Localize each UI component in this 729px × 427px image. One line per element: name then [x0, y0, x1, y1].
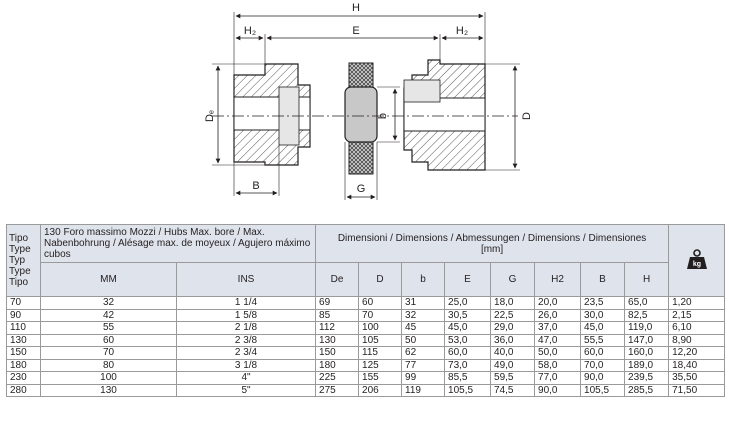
table-cell: 70: [359, 309, 402, 322]
table-row: [7, 322, 725, 335]
table-cell: 85,5: [445, 372, 491, 385]
table-cell: 62: [402, 347, 445, 360]
table-cell: 3 1/8: [177, 359, 316, 372]
table-cell: 12,20: [669, 347, 725, 360]
table-cell: 189,0: [625, 359, 669, 372]
col-mm: MM: [41, 263, 177, 297]
table-cell: 30,0: [581, 309, 625, 322]
label-spacing: E: [352, 25, 360, 37]
table-cell: 130: [316, 334, 359, 347]
table-cell: 206: [359, 384, 402, 397]
table-cell: 70: [41, 347, 177, 360]
table-cell: 1 1/4: [177, 297, 316, 310]
col-e: E: [445, 263, 491, 297]
col-de: De: [316, 263, 359, 297]
table-cell: 130: [7, 334, 41, 347]
col-d: D: [359, 263, 402, 297]
col-h2: H2: [535, 263, 581, 297]
table-row: [7, 334, 725, 347]
table-cell: 60: [41, 334, 177, 347]
col-g: G: [491, 263, 535, 297]
table-cell: 70: [7, 297, 41, 310]
tipo-header-es: Tipo: [9, 277, 29, 288]
table-cell: 225: [316, 372, 359, 385]
table-cell: 70,0: [581, 359, 625, 372]
table-cell: 2,15: [669, 309, 725, 322]
weight-header: [669, 225, 725, 297]
column-header-row: [7, 263, 725, 297]
table-cell: 112: [316, 322, 359, 335]
table-cell: 49,0: [491, 359, 535, 372]
elastic-insert: [345, 63, 377, 174]
col-ins: INS: [177, 263, 316, 297]
table-cell: 130: [41, 384, 177, 397]
table-cell: 25,0: [445, 297, 491, 310]
table-cell: 4": [177, 372, 316, 385]
table-cell: 77,0: [535, 372, 581, 385]
table-cell: 77: [402, 359, 445, 372]
table-cell: 115: [359, 347, 402, 360]
table-cell: 47,0: [535, 334, 581, 347]
table-cell: 100: [359, 322, 402, 335]
table-cell: 32: [402, 309, 445, 322]
tipo-header: [7, 225, 41, 297]
table-cell: 110: [7, 322, 41, 335]
table-cell: 58,0: [535, 359, 581, 372]
dimensions-header: [316, 225, 669, 263]
table-cell: 160,0: [625, 347, 669, 360]
table-cell: 50: [402, 334, 445, 347]
table-cell: 60,0: [581, 347, 625, 360]
table-cell: 239,5: [625, 372, 669, 385]
table-cell: 5": [177, 384, 316, 397]
table-cell: 65,0: [625, 297, 669, 310]
table-cell: 45,0: [445, 322, 491, 335]
label-hub-body: B: [252, 180, 260, 192]
table-cell: 29,0: [491, 322, 535, 335]
table-cell: 60: [359, 297, 402, 310]
table-row: [7, 372, 725, 385]
table-cell: 45: [402, 322, 445, 335]
table-cell: 1 5/8: [177, 309, 316, 322]
table-cell: 20,0: [535, 297, 581, 310]
table-row: [7, 297, 725, 310]
table-cell: 59,5: [491, 372, 535, 385]
table-cell: 2 3/4: [177, 347, 316, 360]
spec-table-body: [7, 297, 725, 397]
table-cell: 37,0: [535, 322, 581, 335]
table-cell: 100: [41, 372, 177, 385]
right-hub-section: [404, 60, 485, 170]
left-hub-section: [234, 64, 310, 165]
table-cell: 280: [7, 384, 41, 397]
table-cell: 105: [359, 334, 402, 347]
table-cell: 36,0: [491, 334, 535, 347]
bore-header: 130 Foro massimo Mozzi / Hubs Max. bore / Max. Nabenbohrung / Alésage max. de moyeux / Agujero máximo cubos: [41, 225, 316, 263]
table-cell: 119: [402, 384, 445, 397]
table-cell: 285,5: [625, 384, 669, 397]
table-cell: 18,40: [669, 359, 725, 372]
table-cell: 90,0: [535, 384, 581, 397]
table-cell: 55: [41, 322, 177, 335]
table-cell: 53,0: [445, 334, 491, 347]
table-row: [7, 384, 725, 397]
tipo-header-en: Type: [9, 244, 31, 255]
weight-kg-icon: [686, 248, 708, 270]
tipo-header-it: Tipo: [9, 233, 29, 244]
table-cell: 31: [402, 297, 445, 310]
table-cell: 42: [41, 309, 177, 322]
table-cell: 85: [316, 309, 359, 322]
coupling-spec-table: [6, 224, 725, 397]
label-insert-thickness: G: [356, 183, 366, 195]
weight-unit: kg: [692, 261, 701, 268]
table-cell: 105,5: [445, 384, 491, 397]
table-cell: 150: [316, 347, 359, 360]
tipo-header-de: Typ: [9, 255, 26, 266]
table-cell: 90: [7, 309, 41, 322]
table-cell: 99: [402, 372, 445, 385]
table-cell: 45,0: [581, 322, 625, 335]
table-cell: 69: [316, 297, 359, 310]
table-cell: 71,50: [669, 384, 725, 397]
table-cell: 6,10: [669, 322, 725, 335]
table-cell: 180: [7, 359, 41, 372]
label-insert-width: b: [377, 112, 389, 120]
table-cell: 230: [7, 372, 41, 385]
table-cell: 180: [316, 359, 359, 372]
dimensions-title: Dimensioni / Dimensions / Abmessungen / Dimensions / Dimensiones: [337, 232, 647, 244]
table-row: [7, 309, 725, 322]
table-cell: 50,0: [535, 347, 581, 360]
table-cell: 26,0: [535, 309, 581, 322]
col-h: H: [625, 263, 669, 297]
table-cell: 275: [316, 384, 359, 397]
table-cell: 40,0: [491, 347, 535, 360]
label-external-diameter: Dₑ: [204, 109, 216, 123]
table-cell: 2 1/8: [177, 322, 316, 335]
table-cell: 105,5: [581, 384, 625, 397]
table-cell: 147,0: [625, 334, 669, 347]
table-cell: 35,50: [669, 372, 725, 385]
table-cell: 73,0: [445, 359, 491, 372]
table-cell: 60,0: [445, 347, 491, 360]
table-cell: 8,90: [669, 334, 725, 347]
table-row: [7, 347, 725, 360]
table-cell: 22,5: [491, 309, 535, 322]
label-hub-diameter: D: [521, 112, 533, 120]
tipo-header-fr: Type: [9, 266, 31, 277]
table-row: [7, 359, 725, 372]
table-cell: 32: [41, 297, 177, 310]
label-hub-length-left: H₂: [243, 25, 257, 37]
table-cell: 2 3/8: [177, 334, 316, 347]
label-overall-length: H: [352, 2, 360, 14]
table-cell: 119,0: [625, 322, 669, 335]
dimensions-unit: [mm]: [480, 243, 504, 255]
label-hub-length-right: H₂: [455, 25, 469, 37]
table-cell: 90,0: [581, 372, 625, 385]
col-b-upper: B: [581, 263, 625, 297]
table-cell: 155: [359, 372, 402, 385]
table-cell: 125: [359, 359, 402, 372]
table-cell: 30,5: [445, 309, 491, 322]
table-cell: 80: [41, 359, 177, 372]
table-cell: 82,5: [625, 309, 669, 322]
table-cell: 150: [7, 347, 41, 360]
table-cell: 1,20: [669, 297, 725, 310]
table-cell: 23,5: [581, 297, 625, 310]
col-b: b: [402, 263, 445, 297]
table-cell: 18,0: [491, 297, 535, 310]
table-cell: 55,5: [581, 334, 625, 347]
table-cell: 74,5: [491, 384, 535, 397]
